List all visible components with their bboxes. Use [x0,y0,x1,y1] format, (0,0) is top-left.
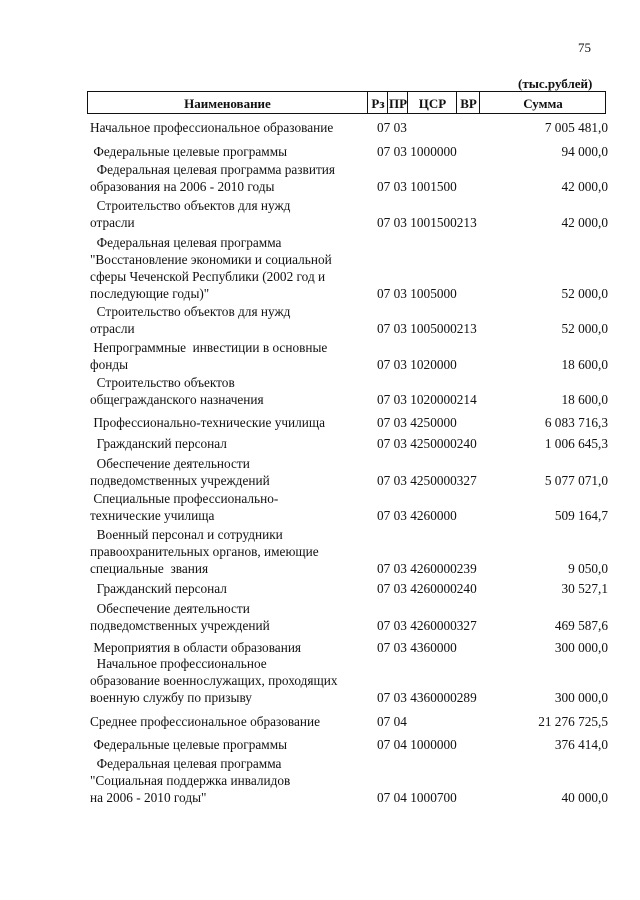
units-label: (тыс.рублей) [518,76,593,91]
row-amount: 40 000,0 [561,790,608,805]
row-name: Федеральная целевая программа развития образования на 2006 - 2010 годы [90,162,335,194]
row-code: 07 03 4260000239 [377,561,477,576]
row-code: 07 03 4250000 [377,415,457,430]
row-name: Федеральная целевая программа "Социальная поддержка инвалидов на 2006 - 2010 годы" [90,756,291,805]
row-name: Обеспечение деятельности подведомственных учреждений [90,456,270,488]
row-code: 07 03 1001500213 [377,215,477,230]
row-code: 07 03 1001500 [377,179,457,194]
row-amount: 9 050,0 [568,561,608,576]
row-amount: 376 414,0 [554,737,608,752]
row-code: 07 04 1000700 [377,790,457,805]
row-code: 07 03 4260000240 [377,581,477,596]
row-code: 07 03 [377,120,407,135]
row-amount: 52 000,0 [561,286,608,301]
row-code: 07 03 1005000213 [377,321,477,336]
row-amount: 42 000,0 [561,179,608,194]
header-name: Наименование [184,96,271,111]
row-code: 07 03 1020000214 [377,392,477,407]
row-amount: 7 005 481,0 [544,120,608,135]
row-name: Специальные профессионально- технические училища [90,491,279,523]
row-name: Федеральная целевая программа "Восстановление экономики и социальной сферы Чеченской Республики (2002 год и последующие годы)" [90,235,332,301]
row-code: 07 03 4260000 [377,508,457,523]
row-code: 07 03 1020000 [377,357,457,372]
row-code: 07 03 1005000 [377,286,457,301]
row-name: Строительство объектов для нужд отрасли [90,198,291,230]
row-amount: 18 600,0 [561,357,608,372]
row-name: Начальное профессиональное образование военнослужащих, проходящих военную службу по призыву [90,656,338,705]
row-amount: 18 600,0 [561,392,608,407]
row-name: Обеспечение деятельности подведомственных учреждений [90,601,270,633]
row-name: Гражданский персонал [90,581,227,596]
row-amount: 1 006 645,3 [544,436,608,451]
row-name: Гражданский персонал [90,436,227,451]
row-name: Среднее профессиональное образование [90,714,320,729]
row-amount: 300 000,0 [554,640,608,655]
row-amount: 6 083 716,3 [544,415,608,430]
row-code: 07 04 [377,714,407,729]
row-amount: 94 000,0 [561,144,608,159]
header-pr: ПР [387,92,408,113]
row-name: Строительство объектов для нужд отрасли [90,304,291,336]
row-name: Непрограммные инвестиции в основные фонды [90,340,328,372]
row-name: Федеральные целевые программы [90,737,288,752]
row-amount: 469 587,6 [554,618,608,633]
row-amount: 300 000,0 [554,690,608,705]
row-amount: 42 000,0 [561,215,608,230]
header-rz: Рз [367,92,388,113]
row-amount: 509 164,7 [554,508,608,523]
header-csr: ЦСР [407,92,457,113]
header-vr: ВР [456,92,480,113]
row-amount: 30 527,1 [561,581,608,596]
row-name: Федеральные целевые программы [90,144,288,159]
row-name: Профессионально-технические училища [90,415,326,430]
header-sum: Сумма [479,92,606,113]
row-code: 07 03 4250000240 [377,436,477,451]
row-code: 07 03 4250000327 [377,473,477,488]
row-code: 07 03 4360000289 [377,690,477,705]
row-name: Военный персонал и сотрудники правоохранительных органов, имеющие специальные звания [90,527,319,576]
row-code: 07 04 1000000 [377,737,457,752]
row-code: 07 03 1000000 [377,144,457,159]
row-name: Строительство объектов общегражданского назначения [90,375,264,407]
row-code: 07 03 4360000 [377,640,457,655]
row-amount: 5 077 071,0 [544,473,608,488]
row-amount: 21 276 725,5 [538,714,608,729]
row-amount: 52 000,0 [561,321,608,336]
page-number: 75 [578,40,591,55]
row-name: Мероприятия в области образования [90,640,302,655]
row-code: 07 03 4260000327 [377,618,477,633]
row-name: Начальное профессиональное образование [90,120,334,135]
